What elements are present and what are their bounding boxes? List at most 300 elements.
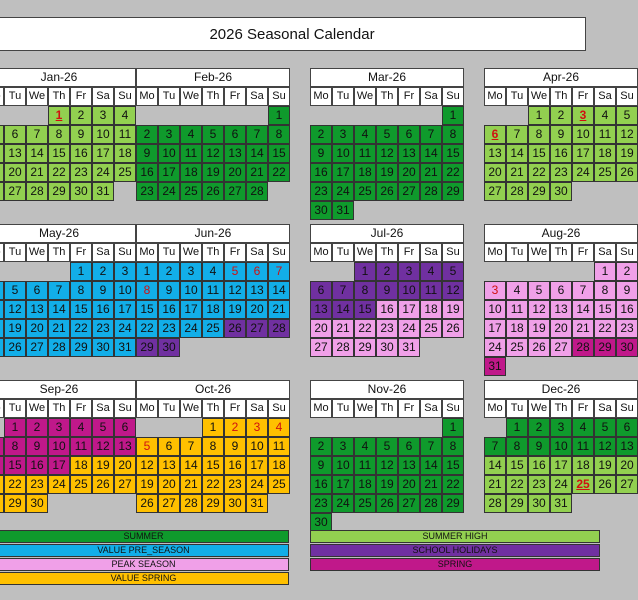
day-cell[interactable]: 17 — [92, 144, 114, 163]
day-cell[interactable]: 30 — [70, 182, 92, 201]
day-cell[interactable]: 17 — [484, 319, 506, 338]
day-cell[interactable]: 8 — [136, 281, 158, 300]
day-cell[interactable]: 18 — [70, 456, 92, 475]
day-cell[interactable]: 2 — [310, 125, 332, 144]
day-cell[interactable]: 23 — [92, 319, 114, 338]
day-cell[interactable]: 12 — [376, 456, 398, 475]
day-cell[interactable]: 12 — [92, 437, 114, 456]
day-cell[interactable]: 22 — [354, 319, 376, 338]
day-cell[interactable]: 27 — [246, 319, 268, 338]
day-cell[interactable]: 30 — [224, 494, 246, 513]
day-cell[interactable]: 15 — [442, 456, 464, 475]
day-cell[interactable]: 5 — [92, 418, 114, 437]
day-cell[interactable]: 27 — [484, 182, 506, 201]
day-cell[interactable]: 10 — [332, 144, 354, 163]
day-cell[interactable]: 18 — [114, 144, 136, 163]
day-cell[interactable]: 5 — [224, 262, 246, 281]
day-cell[interactable]: 7 — [484, 437, 506, 456]
day-cell[interactable]: 3 — [484, 281, 506, 300]
day-cell[interactable]: 24 — [92, 163, 114, 182]
day-cell[interactable]: 22 — [594, 319, 616, 338]
day-cell[interactable]: 9 — [376, 281, 398, 300]
day-cell[interactable]: 25 — [114, 163, 136, 182]
day-cell[interactable]: 16 — [70, 144, 92, 163]
day-cell[interactable]: 25 — [594, 163, 616, 182]
day-cell[interactable]: 21 — [332, 319, 354, 338]
day-cell[interactable]: 24 — [572, 163, 594, 182]
day-cell[interactable]: 10 — [246, 437, 268, 456]
day-cell[interactable]: 9 — [136, 144, 158, 163]
day-cell[interactable]: 3 — [332, 125, 354, 144]
day-cell[interactable]: 6 — [224, 125, 246, 144]
day-cell[interactable]: 2 — [136, 125, 158, 144]
day-cell[interactable]: 30 — [310, 513, 332, 532]
day-cell[interactable]: 18 — [594, 144, 616, 163]
day-cell[interactable]: 15 — [202, 456, 224, 475]
day-cell[interactable]: 30 — [550, 182, 572, 201]
day-cell[interactable]: 7 — [48, 281, 70, 300]
day-cell[interactable]: 22 — [202, 475, 224, 494]
day-cell[interactable]: 27 — [550, 338, 572, 357]
day-cell[interactable]: 31 — [550, 494, 572, 513]
day-cell[interactable]: 11 — [572, 437, 594, 456]
day-cell[interactable]: 16 — [158, 300, 180, 319]
day-cell[interactable]: 3 — [572, 106, 594, 125]
day-cell[interactable]: 23 — [158, 319, 180, 338]
day-cell[interactable]: 31 — [246, 494, 268, 513]
day-cell[interactable]: 24 — [114, 319, 136, 338]
day-cell[interactable]: 6 — [616, 418, 638, 437]
day-cell[interactable]: 1 — [442, 106, 464, 125]
day-cell[interactable]: 1 — [70, 262, 92, 281]
day-cell[interactable]: 25 — [354, 182, 376, 201]
day-cell[interactable]: 4 — [572, 418, 594, 437]
day-cell[interactable]: 9 — [310, 144, 332, 163]
day-cell[interactable]: 3 — [398, 262, 420, 281]
day-cell[interactable]: 5 — [376, 437, 398, 456]
day-cell[interactable]: 2 — [92, 262, 114, 281]
day-cell[interactable]: 29 — [594, 338, 616, 357]
day-cell[interactable]: 16 — [26, 456, 48, 475]
day-cell[interactable]: 18 — [506, 319, 528, 338]
day-cell[interactable]: 26 — [224, 319, 246, 338]
day-cell[interactable]: 3 — [48, 418, 70, 437]
day-cell[interactable]: 12 — [528, 300, 550, 319]
day-cell[interactable]: 30 — [92, 338, 114, 357]
day-cell[interactable]: 28 — [332, 338, 354, 357]
day-cell[interactable]: 22 — [4, 475, 26, 494]
day-cell[interactable]: 8 — [594, 281, 616, 300]
day-cell[interactable]: 13 — [484, 144, 506, 163]
day-cell[interactable]: 15 — [506, 456, 528, 475]
day-cell[interactable]: 12 — [594, 437, 616, 456]
day-cell[interactable]: 9 — [528, 437, 550, 456]
day-cell[interactable]: 2 — [26, 418, 48, 437]
day-cell[interactable]: 7 — [268, 262, 290, 281]
day-cell[interactable]: 23 — [70, 163, 92, 182]
day-cell[interactable]: 11 — [202, 281, 224, 300]
day-cell[interactable]: 6 — [484, 125, 506, 144]
day-cell[interactable]: 4 — [70, 418, 92, 437]
day-cell[interactable]: 25 — [202, 319, 224, 338]
day-cell[interactable]: 21 — [48, 319, 70, 338]
day-cell[interactable]: 8 — [202, 437, 224, 456]
day-cell[interactable]: 19 — [376, 475, 398, 494]
day-cell[interactable]: 24 — [332, 182, 354, 201]
day-cell[interactable]: 22 — [528, 163, 550, 182]
day-cell[interactable]: 23 — [26, 475, 48, 494]
day-cell[interactable]: 12 — [616, 125, 638, 144]
day-cell[interactable]: 15 — [528, 144, 550, 163]
day-cell[interactable]: 14 — [48, 300, 70, 319]
day-cell[interactable]: 30 — [376, 338, 398, 357]
day-cell[interactable]: 13 — [616, 437, 638, 456]
day-cell[interactable]: 13 — [224, 144, 246, 163]
day-cell[interactable]: 15 — [48, 144, 70, 163]
day-cell[interactable]: 23 — [616, 319, 638, 338]
day-cell[interactable]: 19 — [376, 163, 398, 182]
day-cell[interactable]: 20 — [398, 163, 420, 182]
day-cell[interactable]: 1 — [594, 262, 616, 281]
day-cell[interactable]: 2 — [158, 262, 180, 281]
day-cell[interactable]: 27 — [616, 475, 638, 494]
day-cell[interactable]: 28 — [246, 182, 268, 201]
day-cell[interactable]: 8 — [48, 125, 70, 144]
day-cell[interactable]: 28 — [180, 494, 202, 513]
day-cell[interactable]: 15 — [136, 300, 158, 319]
day-cell[interactable]: 26 — [594, 475, 616, 494]
day-cell[interactable]: 25 — [354, 494, 376, 513]
day-cell[interactable]: 3 — [550, 418, 572, 437]
day-cell[interactable]: 22 — [506, 475, 528, 494]
day-cell[interactable]: 31 — [114, 338, 136, 357]
day-cell[interactable]: 11 — [594, 125, 616, 144]
day-cell[interactable]: 21 — [484, 475, 506, 494]
day-cell[interactable]: 10 — [48, 437, 70, 456]
day-cell[interactable]: 6 — [550, 281, 572, 300]
day-cell[interactable]: 1 — [354, 262, 376, 281]
day-cell[interactable]: 18 — [202, 300, 224, 319]
day-cell[interactable]: 18 — [180, 163, 202, 182]
day-cell[interactable]: 28 — [420, 494, 442, 513]
day-cell[interactable]: 5 — [594, 418, 616, 437]
day-cell[interactable]: 11 — [506, 300, 528, 319]
day-cell[interactable]: 28 — [484, 494, 506, 513]
day-cell[interactable]: 8 — [442, 125, 464, 144]
day-cell[interactable]: 29 — [202, 494, 224, 513]
day-cell[interactable]: 23 — [528, 475, 550, 494]
day-cell[interactable]: 28 — [572, 338, 594, 357]
day-cell[interactable]: 9 — [310, 456, 332, 475]
day-cell[interactable]: 25 — [572, 475, 594, 494]
day-cell[interactable]: 15 — [442, 144, 464, 163]
day-cell[interactable]: 10 — [572, 125, 594, 144]
day-cell[interactable]: 19 — [528, 319, 550, 338]
day-cell[interactable]: 20 — [158, 475, 180, 494]
day-cell[interactable]: 17 — [48, 456, 70, 475]
day-cell[interactable]: 25 — [70, 475, 92, 494]
day-cell[interactable]: 21 — [572, 319, 594, 338]
day-cell[interactable]: 29 — [70, 338, 92, 357]
day-cell[interactable]: 21 — [180, 475, 202, 494]
day-cell[interactable]: 5 — [442, 262, 464, 281]
day-cell[interactable]: 2 — [224, 418, 246, 437]
day-cell[interactable]: 31 — [484, 357, 506, 376]
day-cell[interactable]: 20 — [26, 319, 48, 338]
day-cell[interactable]: 25 — [506, 338, 528, 357]
day-cell[interactable]: 6 — [398, 125, 420, 144]
day-cell[interactable]: 17 — [398, 300, 420, 319]
day-cell[interactable]: 5 — [4, 281, 26, 300]
day-cell[interactable]: 20 — [616, 456, 638, 475]
day-cell[interactable]: 23 — [310, 494, 332, 513]
day-cell[interactable]: 27 — [158, 494, 180, 513]
day-cell[interactable]: 13 — [114, 437, 136, 456]
day-cell[interactable]: 24 — [550, 475, 572, 494]
day-cell[interactable]: 20 — [114, 456, 136, 475]
day-cell[interactable]: 31 — [332, 201, 354, 220]
day-cell[interactable]: 9 — [550, 125, 572, 144]
day-cell[interactable]: 14 — [26, 144, 48, 163]
day-cell[interactable]: 24 — [48, 475, 70, 494]
day-cell[interactable]: 28 — [506, 182, 528, 201]
day-cell[interactable]: 2 — [70, 106, 92, 125]
day-cell[interactable]: 7 — [420, 125, 442, 144]
day-cell[interactable]: 13 — [246, 281, 268, 300]
day-cell[interactable]: 5 — [376, 125, 398, 144]
day-cell[interactable]: 17 — [572, 144, 594, 163]
day-cell[interactable]: 21 — [506, 163, 528, 182]
day-cell[interactable]: 24 — [332, 494, 354, 513]
day-cell[interactable]: 30 — [310, 201, 332, 220]
day-cell[interactable]: 29 — [4, 494, 26, 513]
day-cell[interactable]: 16 — [528, 456, 550, 475]
day-cell[interactable]: 5 — [616, 106, 638, 125]
day-cell[interactable]: 22 — [70, 319, 92, 338]
day-cell[interactable]: 31 — [92, 182, 114, 201]
day-cell[interactable]: 6 — [310, 281, 332, 300]
day-cell[interactable]: 7 — [332, 281, 354, 300]
day-cell[interactable]: 23 — [310, 182, 332, 201]
day-cell[interactable]: 24 — [398, 319, 420, 338]
day-cell[interactable]: 13 — [398, 144, 420, 163]
day-cell[interactable]: 27 — [224, 182, 246, 201]
day-cell[interactable]: 18 — [354, 163, 376, 182]
day-cell[interactable]: 8 — [528, 125, 550, 144]
day-cell[interactable]: 8 — [4, 437, 26, 456]
day-cell[interactable]: 12 — [442, 281, 464, 300]
day-cell[interactable]: 28 — [26, 182, 48, 201]
day-cell[interactable]: 6 — [4, 125, 26, 144]
day-cell[interactable]: 8 — [354, 281, 376, 300]
day-cell[interactable]: 5 — [202, 125, 224, 144]
day-cell[interactable]: 16 — [310, 163, 332, 182]
day-cell[interactable]: 12 — [376, 144, 398, 163]
day-cell[interactable]: 12 — [202, 144, 224, 163]
day-cell[interactable]: 27 — [114, 475, 136, 494]
day-cell[interactable]: 14 — [180, 456, 202, 475]
day-cell[interactable]: 15 — [594, 300, 616, 319]
day-cell[interactable]: 1 — [4, 418, 26, 437]
day-cell[interactable]: 16 — [92, 300, 114, 319]
day-cell[interactable]: 22 — [136, 319, 158, 338]
day-cell[interactable]: 26 — [4, 338, 26, 357]
day-cell[interactable]: 26 — [442, 319, 464, 338]
day-cell[interactable]: 27 — [4, 182, 26, 201]
day-cell[interactable]: 9 — [158, 281, 180, 300]
day-cell[interactable]: 3 — [332, 437, 354, 456]
day-cell[interactable]: 6 — [114, 418, 136, 437]
day-cell[interactable]: 6 — [26, 281, 48, 300]
day-cell[interactable]: 4 — [354, 437, 376, 456]
day-cell[interactable]: 27 — [398, 182, 420, 201]
day-cell[interactable]: 13 — [550, 300, 572, 319]
day-cell[interactable]: 20 — [398, 475, 420, 494]
day-cell[interactable]: 21 — [420, 475, 442, 494]
day-cell[interactable]: 11 — [354, 144, 376, 163]
day-cell[interactable]: 14 — [332, 300, 354, 319]
day-cell[interactable]: 16 — [550, 144, 572, 163]
day-cell[interactable]: 26 — [136, 494, 158, 513]
day-cell[interactable]: 4 — [420, 262, 442, 281]
day-cell[interactable]: 7 — [180, 437, 202, 456]
day-cell[interactable]: 6 — [398, 437, 420, 456]
day-cell[interactable]: 30 — [528, 494, 550, 513]
day-cell[interactable]: 27 — [398, 494, 420, 513]
day-cell[interactable]: 10 — [332, 456, 354, 475]
day-cell[interactable]: 29 — [442, 494, 464, 513]
day-cell[interactable]: 21 — [26, 163, 48, 182]
day-cell[interactable]: 3 — [180, 262, 202, 281]
day-cell[interactable]: 9 — [224, 437, 246, 456]
day-cell[interactable]: 17 — [550, 456, 572, 475]
day-cell[interactable]: 1 — [506, 418, 528, 437]
day-cell[interactable]: 9 — [70, 125, 92, 144]
day-cell[interactable]: 11 — [70, 437, 92, 456]
day-cell[interactable]: 23 — [550, 163, 572, 182]
day-cell[interactable]: 11 — [268, 437, 290, 456]
day-cell[interactable]: 17 — [180, 300, 202, 319]
day-cell[interactable]: 14 — [484, 456, 506, 475]
day-cell[interactable]: 23 — [376, 319, 398, 338]
day-cell[interactable]: 29 — [442, 182, 464, 201]
day-cell[interactable]: 14 — [268, 281, 290, 300]
day-cell[interactable]: 1 — [136, 262, 158, 281]
day-cell[interactable]: 6 — [246, 262, 268, 281]
day-cell[interactable]: 20 — [550, 319, 572, 338]
day-cell[interactable]: 26 — [202, 182, 224, 201]
day-cell[interactable]: 21 — [268, 300, 290, 319]
day-cell[interactable]: 20 — [4, 163, 26, 182]
day-cell[interactable]: 25 — [180, 182, 202, 201]
day-cell[interactable]: 8 — [506, 437, 528, 456]
day-cell[interactable]: 13 — [4, 144, 26, 163]
day-cell[interactable]: 1 — [202, 418, 224, 437]
day-cell[interactable]: 28 — [48, 338, 70, 357]
day-cell[interactable]: 19 — [594, 456, 616, 475]
day-cell[interactable]: 19 — [202, 163, 224, 182]
day-cell[interactable]: 18 — [268, 456, 290, 475]
day-cell[interactable]: 17 — [114, 300, 136, 319]
day-cell[interactable]: 10 — [398, 281, 420, 300]
day-cell[interactable]: 17 — [332, 475, 354, 494]
day-cell[interactable]: 7 — [506, 125, 528, 144]
day-cell[interactable]: 19 — [92, 456, 114, 475]
day-cell[interactable]: 1 — [48, 106, 70, 125]
day-cell[interactable]: 19 — [616, 144, 638, 163]
day-cell[interactable]: 27 — [26, 338, 48, 357]
day-cell[interactable]: 30 — [616, 338, 638, 357]
day-cell[interactable]: 21 — [246, 163, 268, 182]
day-cell[interactable]: 9 — [26, 437, 48, 456]
day-cell[interactable]: 13 — [26, 300, 48, 319]
day-cell[interactable]: 10 — [484, 300, 506, 319]
day-cell[interactable]: 4 — [268, 418, 290, 437]
day-cell[interactable]: 4 — [506, 281, 528, 300]
day-cell[interactable]: 9 — [92, 281, 114, 300]
day-cell[interactable]: 16 — [136, 163, 158, 182]
day-cell[interactable]: 1 — [528, 106, 550, 125]
day-cell[interactable]: 22 — [442, 163, 464, 182]
day-cell[interactable]: 29 — [506, 494, 528, 513]
day-cell[interactable]: 19 — [442, 300, 464, 319]
day-cell[interactable]: 15 — [268, 144, 290, 163]
day-cell[interactable]: 3 — [92, 106, 114, 125]
day-cell[interactable]: 12 — [136, 456, 158, 475]
day-cell[interactable]: 12 — [224, 281, 246, 300]
day-cell[interactable]: 28 — [268, 319, 290, 338]
day-cell[interactable]: 31 — [398, 338, 420, 357]
day-cell[interactable]: 17 — [332, 163, 354, 182]
day-cell[interactable]: 9 — [616, 281, 638, 300]
day-cell[interactable]: 16 — [224, 456, 246, 475]
day-cell[interactable]: 16 — [376, 300, 398, 319]
day-cell[interactable]: 1 — [442, 418, 464, 437]
day-cell[interactable]: 26 — [376, 182, 398, 201]
day-cell[interactable]: 19 — [136, 475, 158, 494]
day-cell[interactable]: 28 — [420, 182, 442, 201]
day-cell[interactable]: 24 — [158, 182, 180, 201]
day-cell[interactable]: 14 — [572, 300, 594, 319]
day-cell[interactable]: 26 — [376, 494, 398, 513]
day-cell[interactable]: 8 — [268, 125, 290, 144]
day-cell[interactable]: 4 — [354, 125, 376, 144]
day-cell[interactable]: 20 — [246, 300, 268, 319]
day-cell[interactable]: 10 — [180, 281, 202, 300]
day-cell[interactable]: 1 — [268, 106, 290, 125]
day-cell[interactable]: 20 — [484, 163, 506, 182]
day-cell[interactable]: 18 — [572, 456, 594, 475]
day-cell[interactable]: 24 — [180, 319, 202, 338]
day-cell[interactable]: 4 — [594, 106, 616, 125]
day-cell[interactable]: 23 — [136, 182, 158, 201]
day-cell[interactable]: 21 — [420, 163, 442, 182]
day-cell[interactable]: 14 — [420, 456, 442, 475]
day-cell[interactable]: 18 — [354, 475, 376, 494]
day-cell[interactable]: 14 — [246, 144, 268, 163]
day-cell[interactable]: 22 — [268, 163, 290, 182]
day-cell[interactable]: 15 — [70, 300, 92, 319]
day-cell[interactable]: 6 — [158, 437, 180, 456]
day-cell[interactable]: 18 — [420, 300, 442, 319]
day-cell[interactable]: 4 — [114, 106, 136, 125]
day-cell[interactable]: 17 — [158, 163, 180, 182]
day-cell[interactable]: 3 — [158, 125, 180, 144]
day-cell[interactable]: 7 — [26, 125, 48, 144]
day-cell[interactable]: 22 — [442, 475, 464, 494]
day-cell[interactable]: 22 — [48, 163, 70, 182]
day-cell[interactable]: 14 — [420, 144, 442, 163]
